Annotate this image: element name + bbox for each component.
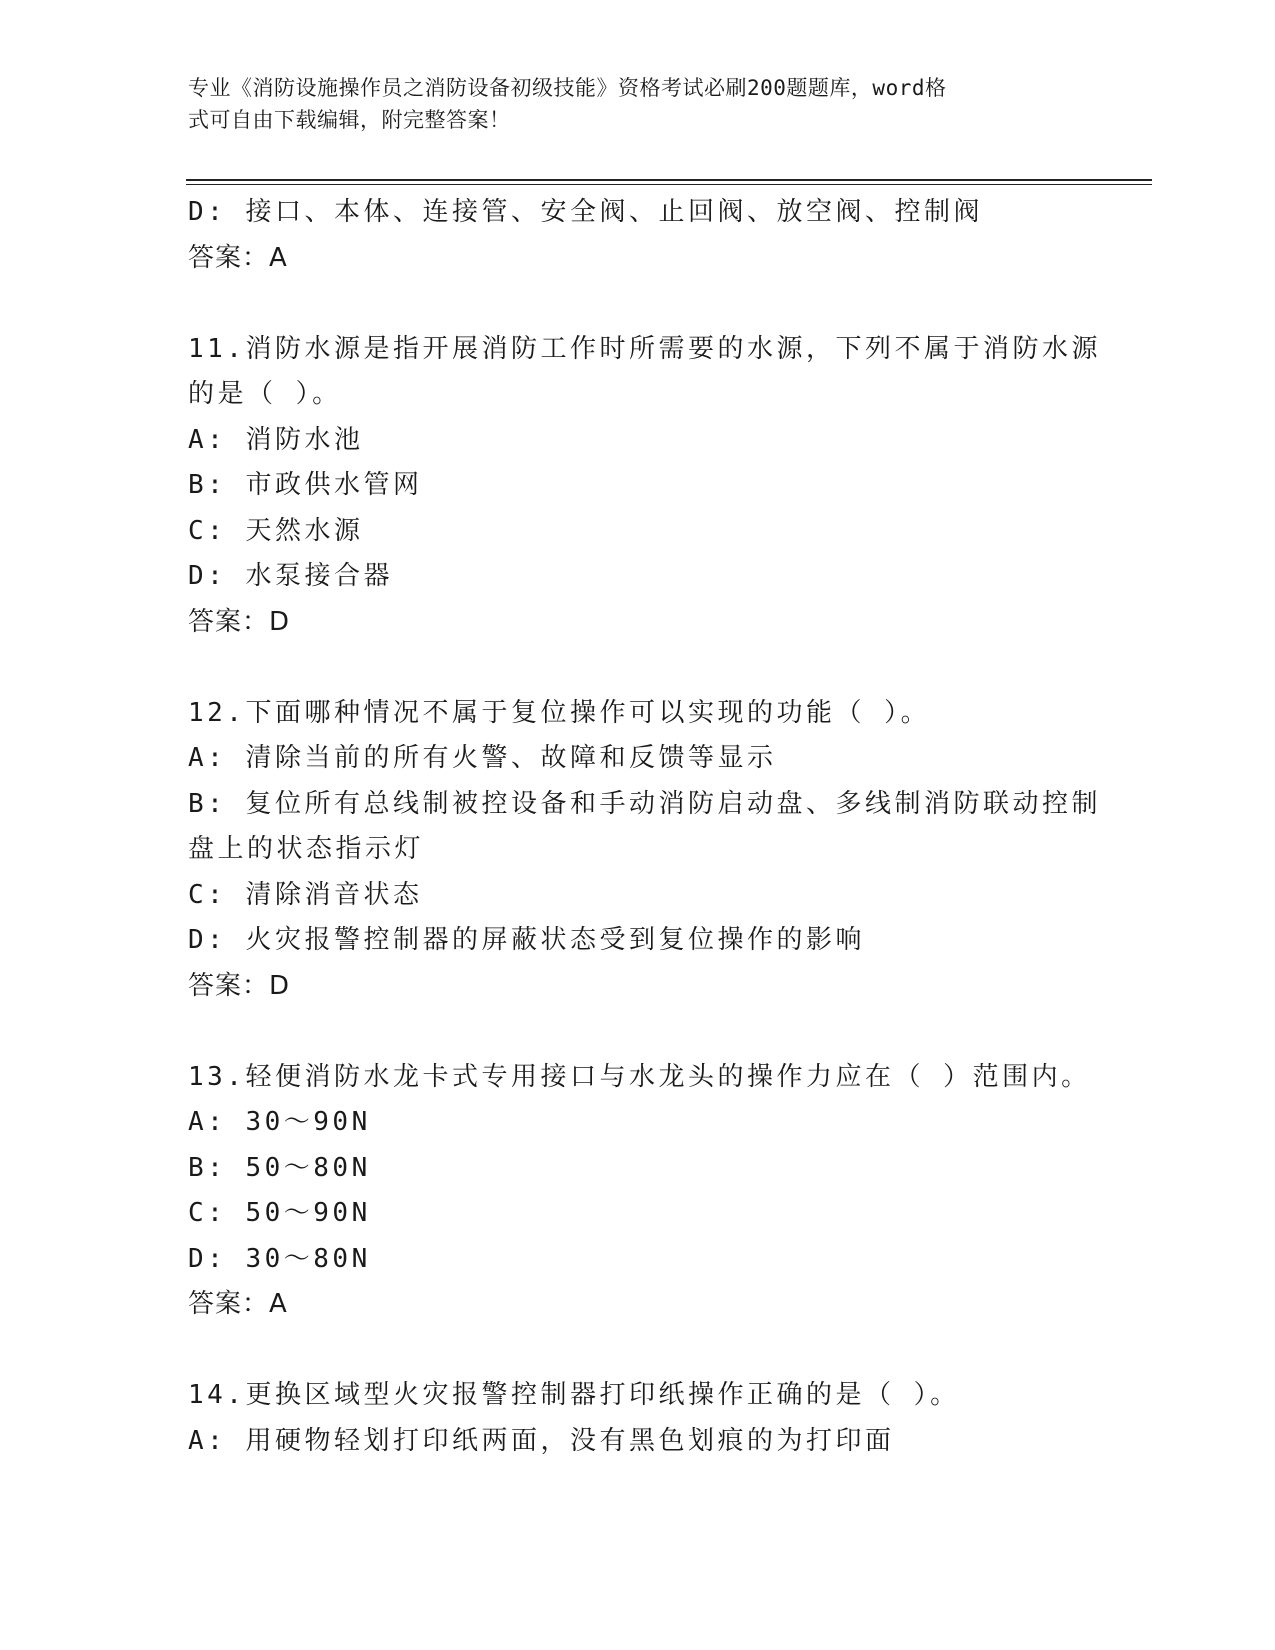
option-d: D: 30～80N <box>188 1243 371 1274</box>
option-d: D: 火灾报警控制器的屏蔽状态受到复位操作的影响 <box>188 925 865 955</box>
option-a: A: 用硬物轻划打印纸两面，没有黑色划痕的为打印面 <box>188 1425 895 1456</box>
question-stem: 12.下面哪种情况不属于复位操作可以实现的功能（ ）。 <box>188 697 931 728</box>
spacer <box>188 281 1088 327</box>
option-d: D: 水泵接合器 <box>188 561 393 591</box>
header-line-1: 专业《消防设施操作员之消防设备初级技能》资格考试必刷200题题库，word格 <box>188 76 947 100</box>
spacer <box>188 645 1088 691</box>
option-b: B: 50～80N <box>188 1152 371 1183</box>
answer: 答案：D <box>188 970 291 1001</box>
option-a: A: 消防水池 <box>188 424 364 455</box>
question-14 <box>188 1373 1088 1464</box>
option-b: B: 复位所有总线制被控设备和手动消防启动盘、多线制消防联动控制 <box>188 788 1101 819</box>
option-c: C: 天然水源 <box>188 515 364 546</box>
question-stem: 11.消防水源是指开展消防工作时所需要的水源，下列不属于消防水源 <box>188 333 1101 364</box>
option-c: C: 清除消音状态 <box>188 879 423 910</box>
option-a: A: 30～90N <box>188 1107 371 1137</box>
option-d: D: 接口、本体、连接管、安全阀、止回阀、放空阀、控制阀 <box>188 197 983 227</box>
question-stem-continued: 的是（ ）。 <box>188 379 342 409</box>
document-header <box>188 72 1068 136</box>
answer: 答案：D <box>188 606 291 637</box>
question-stem: 14.更换区域型火灾报警控制器打印纸操作正确的是（ ）。 <box>188 1380 960 1410</box>
question-11 <box>188 327 1101 646</box>
question-12 <box>188 691 1101 1010</box>
option-c: C: 50～90N <box>188 1198 371 1228</box>
option-b: B: 市政供水管网 <box>188 470 423 500</box>
question-list <box>188 190 1101 1464</box>
question-stem: 13.轻便消防水龙卡式专用接口与水龙头的操作力应在（ ）范围内。 <box>188 1061 1091 1092</box>
option-b-continued: 盘上的状态指示灯 <box>188 834 425 864</box>
spacer <box>188 1009 1088 1055</box>
question-10 <box>188 190 1088 281</box>
header-line-2: 式可自由下载编辑，附完整答案！ <box>188 108 511 132</box>
answer: 答案：A <box>188 242 288 273</box>
question-13 <box>188 1055 1091 1328</box>
option-a: A: 清除当前的所有火警、故障和反馈等显示 <box>188 743 777 773</box>
spacer <box>188 1328 1088 1374</box>
header-divider-thin <box>186 184 1152 185</box>
header-divider-thick <box>186 179 1152 181</box>
answer: 答案：A <box>188 1289 288 1319</box>
